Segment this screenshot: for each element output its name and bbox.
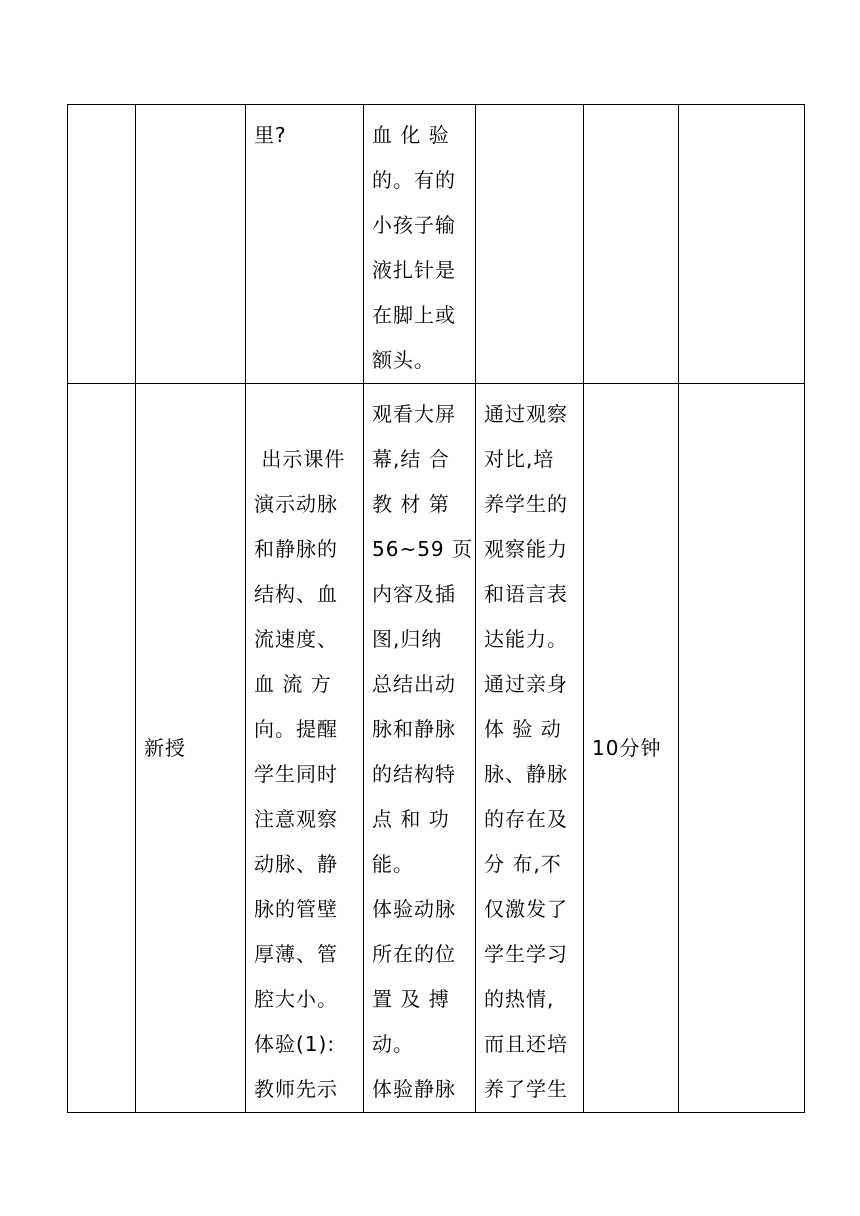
cell-text: 观看大屏 幕,结 合 教 材 第 56~59 页 内容及插 图,归纳 总结出动 脉和静脉 的结构特 点 和 功 能。 体验动脉 所在的位 置 及 搏 动。 体验静脉 xyxy=(372,402,474,1101)
design-intent-cell xyxy=(476,384,584,1113)
table-cell xyxy=(68,105,136,384)
cell-text: 通过观察 对比,培 养学生的 观察能力 和语言表 达能力。 通过亲身 体 验 动 脉、静脉 的存在及 分 布,不 仅激发了 学生学习 的热情, 而且还培 养了学生 xyxy=(484,402,568,1101)
table-cell xyxy=(476,105,584,384)
table-cell xyxy=(246,105,364,384)
section-label-cell xyxy=(136,384,246,1113)
teacher-activity-cell xyxy=(246,384,364,1113)
cell-text xyxy=(679,384,804,392)
table-cell xyxy=(364,105,476,384)
cell-text: 里? xyxy=(254,123,287,147)
lesson-plan-table xyxy=(67,104,805,1113)
table-row xyxy=(68,105,805,384)
table-cell xyxy=(584,105,679,384)
time-value: 10分钟 xyxy=(592,735,662,760)
cell-text: 出示课件 演示动脉 和静脉的 结构、血 流速度、 血 流 方 向。提醒 学生同时 注意观察 动脉、静 脉的管壁 厚薄、管 腔大小。 体验(1): 教师先示 xyxy=(254,447,346,1101)
table-cell xyxy=(679,384,805,1113)
cell-text xyxy=(584,105,678,113)
table-cell xyxy=(679,105,805,384)
time-cell xyxy=(584,384,679,1113)
cell-text xyxy=(679,105,804,113)
cell-text xyxy=(476,105,583,113)
table-row xyxy=(68,384,805,1113)
cell-text xyxy=(68,105,135,113)
cell-text: 血 化 验 的。有的 小孩子输 液扎针是 在脚上或 额头。 xyxy=(372,123,456,372)
student-activity-cell xyxy=(364,384,476,1113)
table-cell xyxy=(136,105,246,384)
cell-text xyxy=(136,105,245,113)
table-cell xyxy=(68,384,136,1113)
section-label: 新授 xyxy=(144,735,186,760)
cell-text xyxy=(68,384,135,392)
